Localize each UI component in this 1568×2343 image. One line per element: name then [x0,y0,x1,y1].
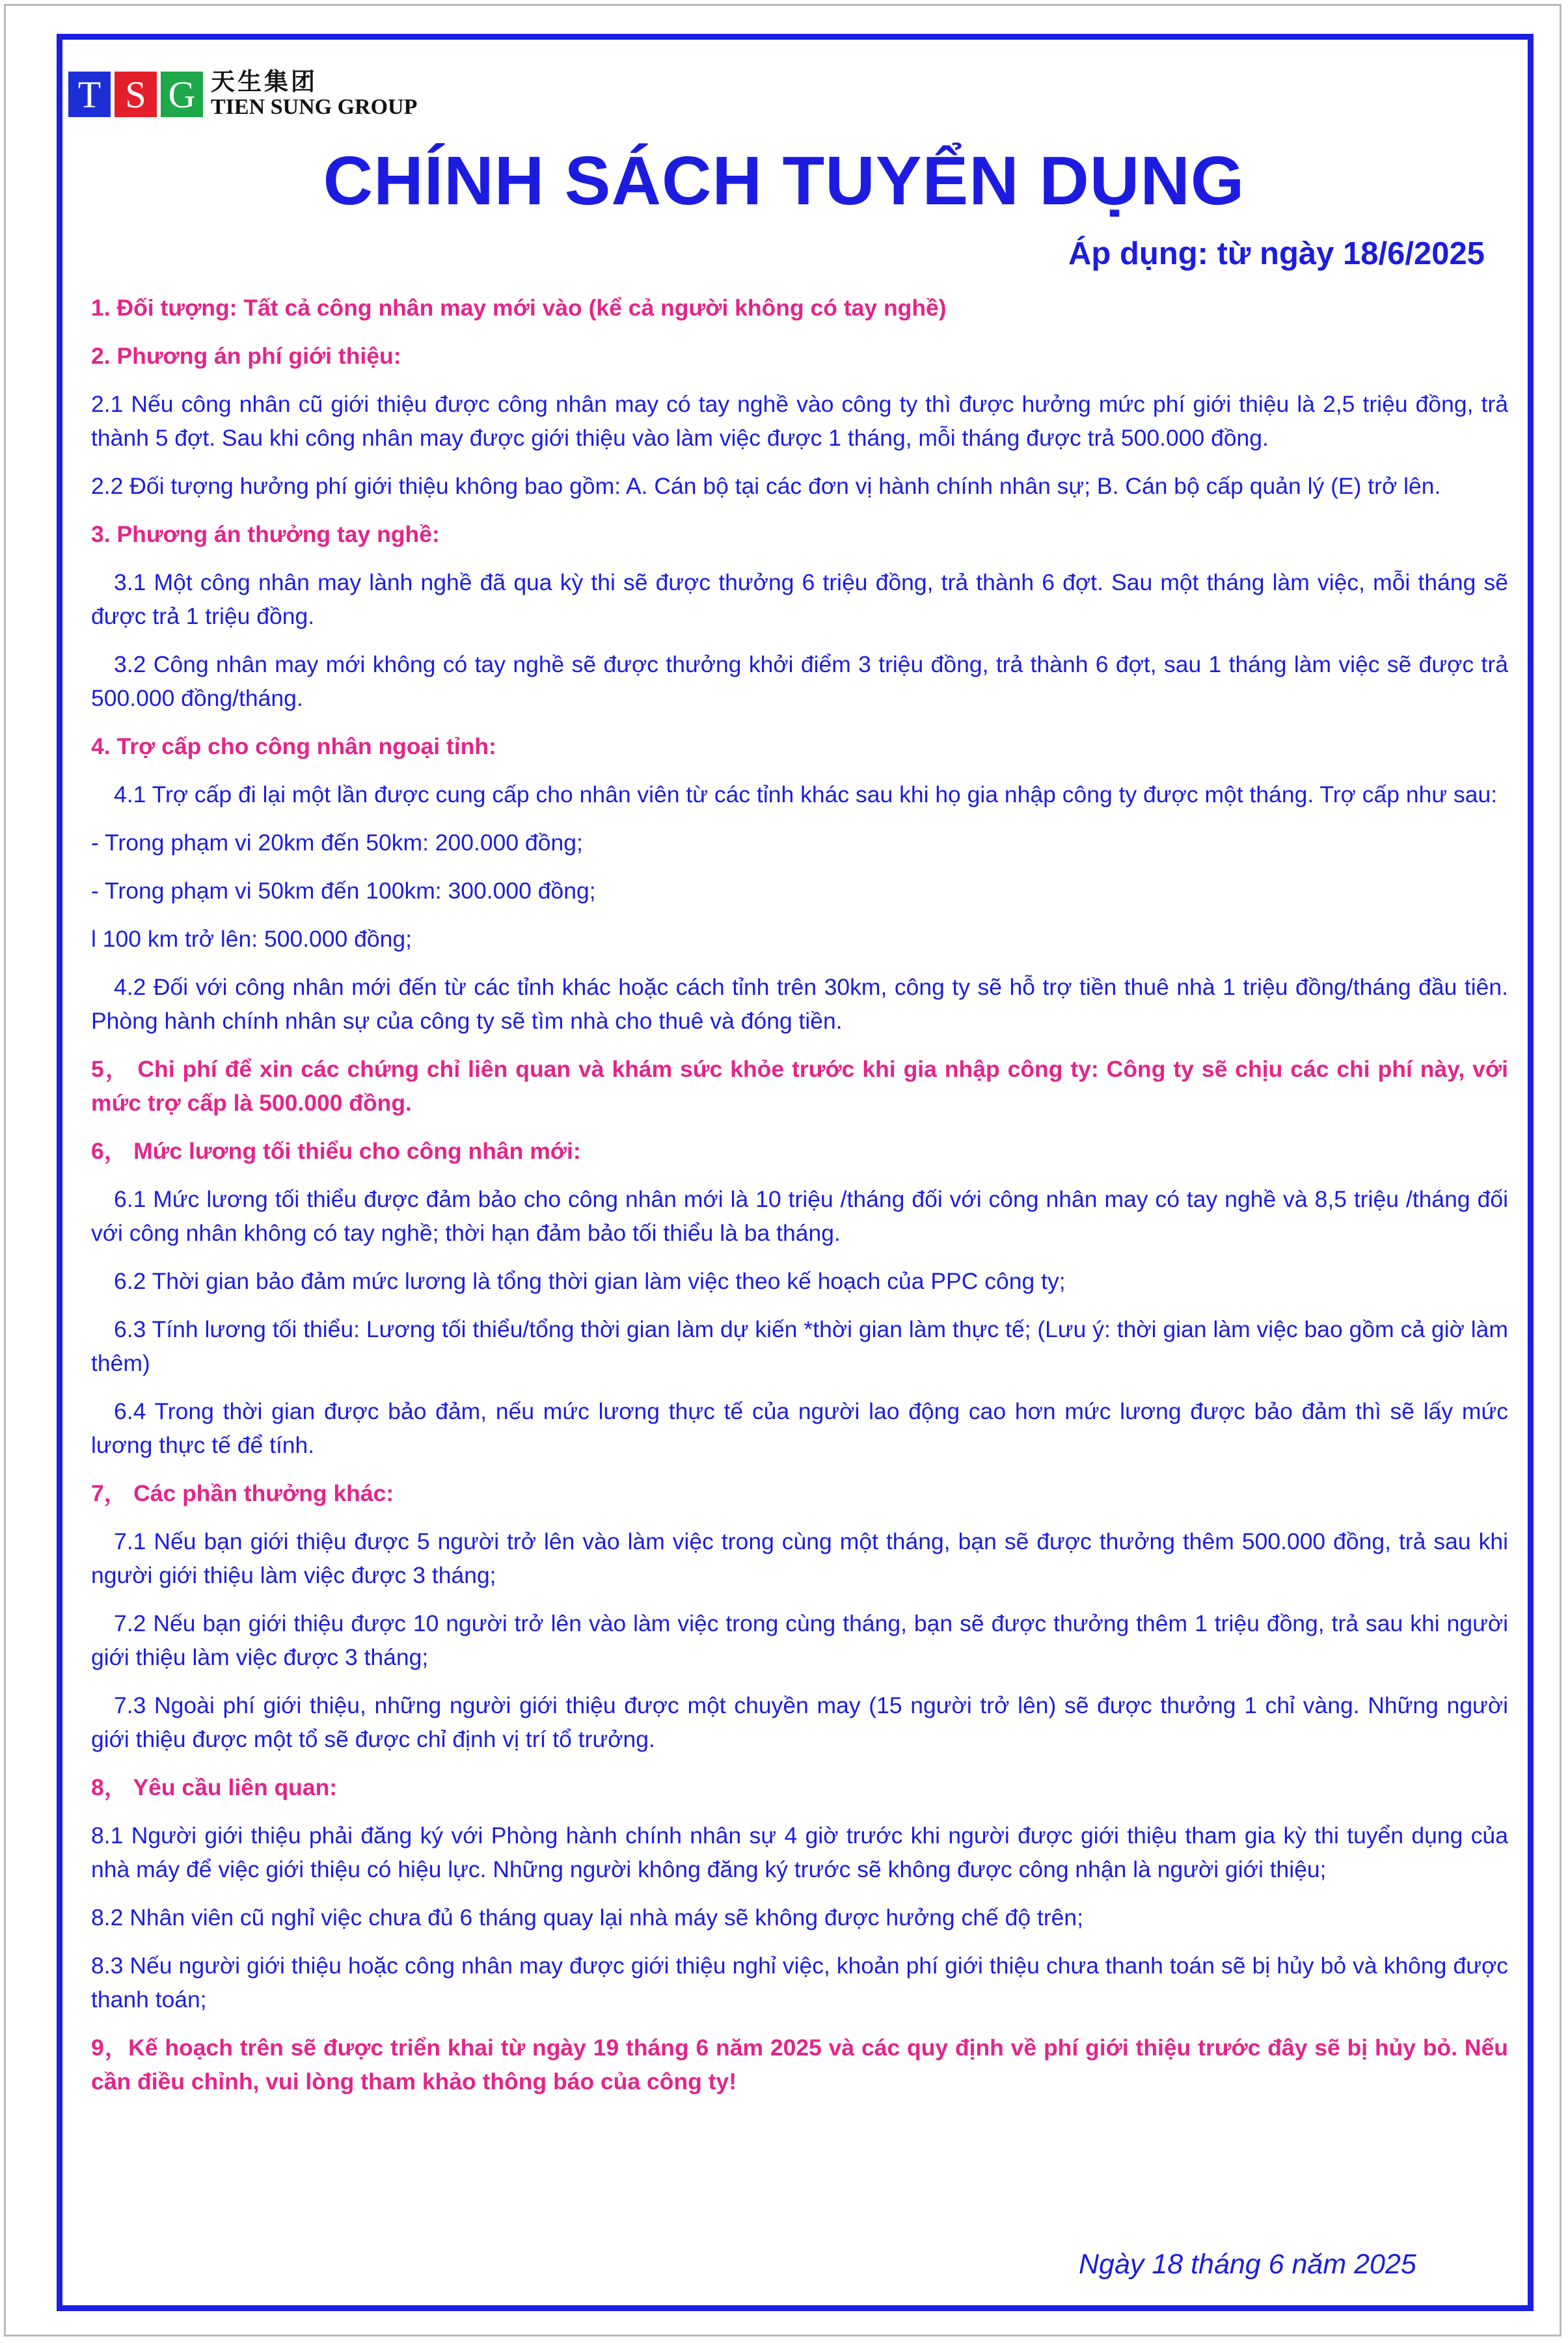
company-logo [68,70,417,119]
section-heading: 5， Chi phí để xin các chứng chỉ liên quan và khám sức khỏe trước khi gia nhập công ty: Công ty sẽ chịu các chi phí này, với mức trợ cấp là 500.000 đồng. [91,1056,1508,1116]
section-heading: 8， Yêu cầu liên quan: [91,1774,338,1800]
effective-date: Áp dụng: từ ngày 18/6/2025 [1068,236,1485,271]
logo-chinese-name: 天生集团 [211,69,318,96]
logo-letter-g: G [161,72,203,117]
section-heading: 9，Kế hoạch trên sẽ được triển khai từ ngày 19 tháng 6 năm 2025 và các quy định về phí giới thiệu trước đây sẽ bị hủy bỏ. Nếu cần điều chỉnh, vui lòng tham khảo thông báo của công ty! [91,2035,1508,2094]
section-paragraph: 3.2 Công nhân may mới không có tay nghề sẽ được thưởng khởi điểm 3 triệu đồng, trả thành 6 đợt, sau 1 tháng làm việc sẽ được trả 500.000 đồng/tháng. [91,651,1508,711]
section-heading: 3. Phương án thưởng tay nghề: [91,521,440,547]
section-paragraph: 2.1 Nếu công nhân cũ giới thiệu được công nhân may có tay nghề vào công ty thì được hưởng mức phí giới thiệu là 2,5 triệu đồng, trả thành 5 đợt. Sau khi công nhân may được giới thiệu vào làm việc được 1 tháng, mỗi tháng được trả 500.000 đồng. [91,391,1508,451]
section-paragraph: l 100 km trở lên: 500.000 đồng; [91,926,412,952]
section-paragraph: 6.4 Trong thời gian được bảo đảm, nếu mức lương thực tế của người lao động cao hơn mức lương được bảo đảm thì sẽ lấy mức lương thực tế để tính. [91,1398,1508,1458]
section-paragraph: 7.2 Nếu bạn giới thiệu được 10 người trở lên vào làm việc trong cùng tháng, bạn sẽ được thưởng thêm 1 triệu đồng, trả sau khi người giới thiệu làm việc được 3 tháng; [91,1610,1508,1670]
section-paragraph: 7.1 Nếu bạn giới thiệu được 5 người trở lên vào làm việc trong cùng một tháng, bạn sẽ được thưởng thêm 500.000 đồng, trả sau khi người giới thiệu làm việc được 3 tháng; [91,1528,1508,1588]
section-heading: 2. Phương án phí giới thiệu: [91,343,401,369]
section-paragraph: 7.3 Ngoài phí giới thiệu, những người giới thiệu được một chuyền may (15 người trở lên) sẽ được thưởng 1 chỉ vàng. Những người giới thiệu được một tổ sẽ được chỉ định vị trí tổ trưởng. [91,1692,1508,1752]
page-title: CHÍNH SÁCH TUYỂN DỤNG [323,142,1245,219]
policy-body [91,291,1508,2113]
section-paragraph: 8.1 Người giới thiệu phải đăng ký với Phòng hành chính nhân sự 4 giờ trước khi người được giới thiệu tham gia kỳ thi tuyển dụng của nhà máy để việc giới thiệu có hiệu lực. Những người không đăng ký trước sẽ không được công nhận là người giới thiệu; [91,1822,1508,1882]
section-paragraph: 6.3 Tính lương tối thiểu: Lương tối thiểu/tổng thời gian làm dự kiến *thời gian làm thực tế; (Lưu ý: thời gian làm việc bao gồm cả giờ làm thêm) [91,1316,1508,1376]
section-paragraph: 8.2 Nhân viên cũ nghỉ việc chưa đủ 6 tháng quay lại nhà máy sẽ không được hưởng chế độ trên; [91,1904,1083,1930]
logo-wordmark [211,70,417,119]
logo-english-name: TIEN SUNG GROUP [211,94,418,119]
logo-letter-s: S [115,72,157,117]
section-paragraph: - Trong phạm vi 50km đến 100km: 300.000 đồng; [91,878,596,904]
section-heading: 6， Mức lương tối thiểu cho công nhân mới: [91,1138,581,1164]
section-paragraph: 2.2 Đối tượng hưởng phí giới thiệu không bao gồm: A. Cán bộ tại các đơn vị hành chính nhân sự; B. Cán bộ cấp quản lý (E) trở lên. [91,473,1441,499]
logo-letter-t: T [68,72,111,117]
section-heading: 4. Trợ cấp cho công nhân ngoại tỉnh: [91,733,496,759]
section-paragraph: 6.2 Thời gian bảo đảm mức lương là tổng thời gian làm việc theo kế hoạch của PPC công ty; [114,1268,1066,1294]
section-paragraph: 8.3 Nếu người giới thiệu hoặc công nhân may được giới thiệu nghỉ việc, khoản phí giới thiệu chưa thanh toán sẽ bị hủy bỏ và không được thanh toán; [91,1953,1508,2012]
section-paragraph: 6.1 Mức lương tối thiểu được đảm bảo cho công nhân mới là 10 triệu /tháng đối với công nhân may có tay nghề và 8,5 triệu /tháng đối với công nhân không có tay nghề; thời hạn đảm bảo tối thiểu là ba tháng. [91,1186,1508,1246]
section-heading: 7， Các phần thưởng khác: [91,1480,394,1506]
section-heading: 1. Đối tượng: Tất cả công nhân may mới vào (kể cả người không có tay nghề) [91,295,947,321]
section-paragraph: 4.2 Đối với công nhân mới đến từ các tỉnh khác hoặc cách tỉnh trên 30km, công ty sẽ hỗ trợ tiền thuê nhà 1 triệu đồng/tháng đầu tiên. Phòng hành chính nhân sự của công ty sẽ tìm nhà cho thuê và đóng tiền. [91,974,1508,1034]
signature-date: Ngày 18 tháng 6 năm 2025 [1079,2249,1416,2280]
section-paragraph: 4.1 Trợ cấp đi lại một lần được cung cấp cho nhân viên từ các tỉnh khác sau khi họ gia nhập công ty được một tháng. Trợ cấp như sau: [114,781,1498,807]
section-paragraph: - Trong phạm vi 20km đến 50km: 200.000 đồng; [91,830,583,856]
section-paragraph: 3.1 Một công nhân may lành nghề đã qua kỳ thi sẽ được thưởng 6 triệu đồng, trả thành 6 đợt. Sau một tháng làm việc, mỗi tháng sẽ được trả 1 triệu đồng. [91,569,1508,629]
